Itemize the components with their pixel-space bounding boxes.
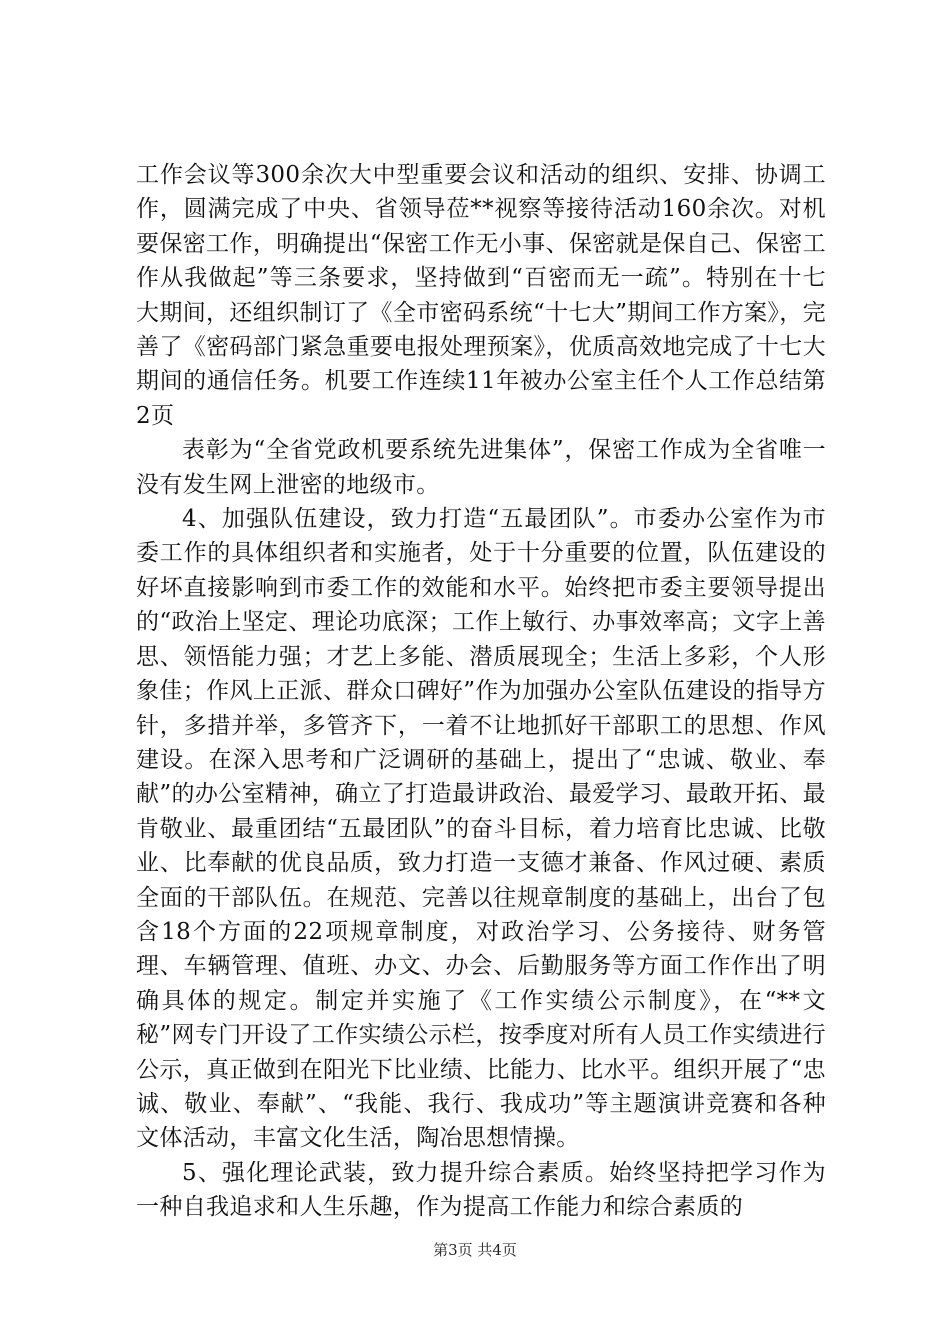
page-footer: 第3页 共4页 — [433, 1241, 517, 1259]
paragraph-commendation: 表彰为“全省党政机要系统先进集体”，保密工作成为全省唯一没有发生网上泄密的地级市。 — [136, 437, 826, 498]
paragraph-team-building: 4、加强队伍建设，致力打造“五最团队”。市委办公室作为市委工作的具体组织者和实施者，处于十分重要的位置，队伍建设的好坏直接影响到市委工作的效能和水平。始终把市委主要领导提出的“政治上坚定、理论功底深；工作上敏行、办事效率高；文字上善思、领悟能力强；才艺上多能、潜质展现全；生活上多彩，个人形象佳；作风上正派、群众口碑好”作为加强办公室队伍建设的指导方针，多措并举，多管齐下，一着不让地抓好干部职工的思想、作风建设。在深入思考和广泛调研的基础上，提出了“忠诚、敬业、奉献”的办公室精神，确立了打造最讲政治、最爱学习、最敢开拓、最肯敬业、最重团结“五最团队”的奋斗目标，着力培育比忠诚、比敬业、比奉献的优良品质，致力打造一支德才兼备、作风过硬、素质全面的干部队伍。在规范、完善以往规章制度的基础上，出台了包含18个方面的22项规章制度，对政治学习、公务接待、财务管理、车辆管理、值班、办文、办会、后勤服务等方面工作作出了明确具体的规定。制定并实施了《工作实绩公示制度》，在“**文秘”网专门开设了工作实绩公示栏，按季度对所有人员工作实绩进行公示，真正做到在阳光下比业绩、比能力、比水平。组织开展了“忠诚、敬业、奉献”、“我能、我行、我成功”等主题演讲竞赛和各种文体活动，丰富文化生活，陶冶思想情操。 — [136, 506, 826, 1152]
document-body — [136, 158, 826, 1225]
paragraph-continuation: 工作会议等300余次大中型重要会议和活动的组织、安排、协调工作，圆满完成了中央、省领导莅**视察等接待活动160余次。对机要保密工作，明确提出“保密工作无小事、保密就是保自己、保密工作从我做起”等三条要求，坚持做到“百密而无一疏”。特别在十七大期间，还组织制订了《全市密码系统“十七大”期间工作方案》，完善了《密码部门紧急重要电报处理预案》，优质高效地完成了十七大期间的通信任务。机要工作连续11年被办公室主任个人工作总结第2页 — [136, 162, 826, 429]
paragraph-theory: 5、强化理论武装，致力提升综合素质。始终坚持把学习作为一种自我追求和人生乐趣，作为提高工作能力和综合素质的 — [136, 1159, 826, 1221]
